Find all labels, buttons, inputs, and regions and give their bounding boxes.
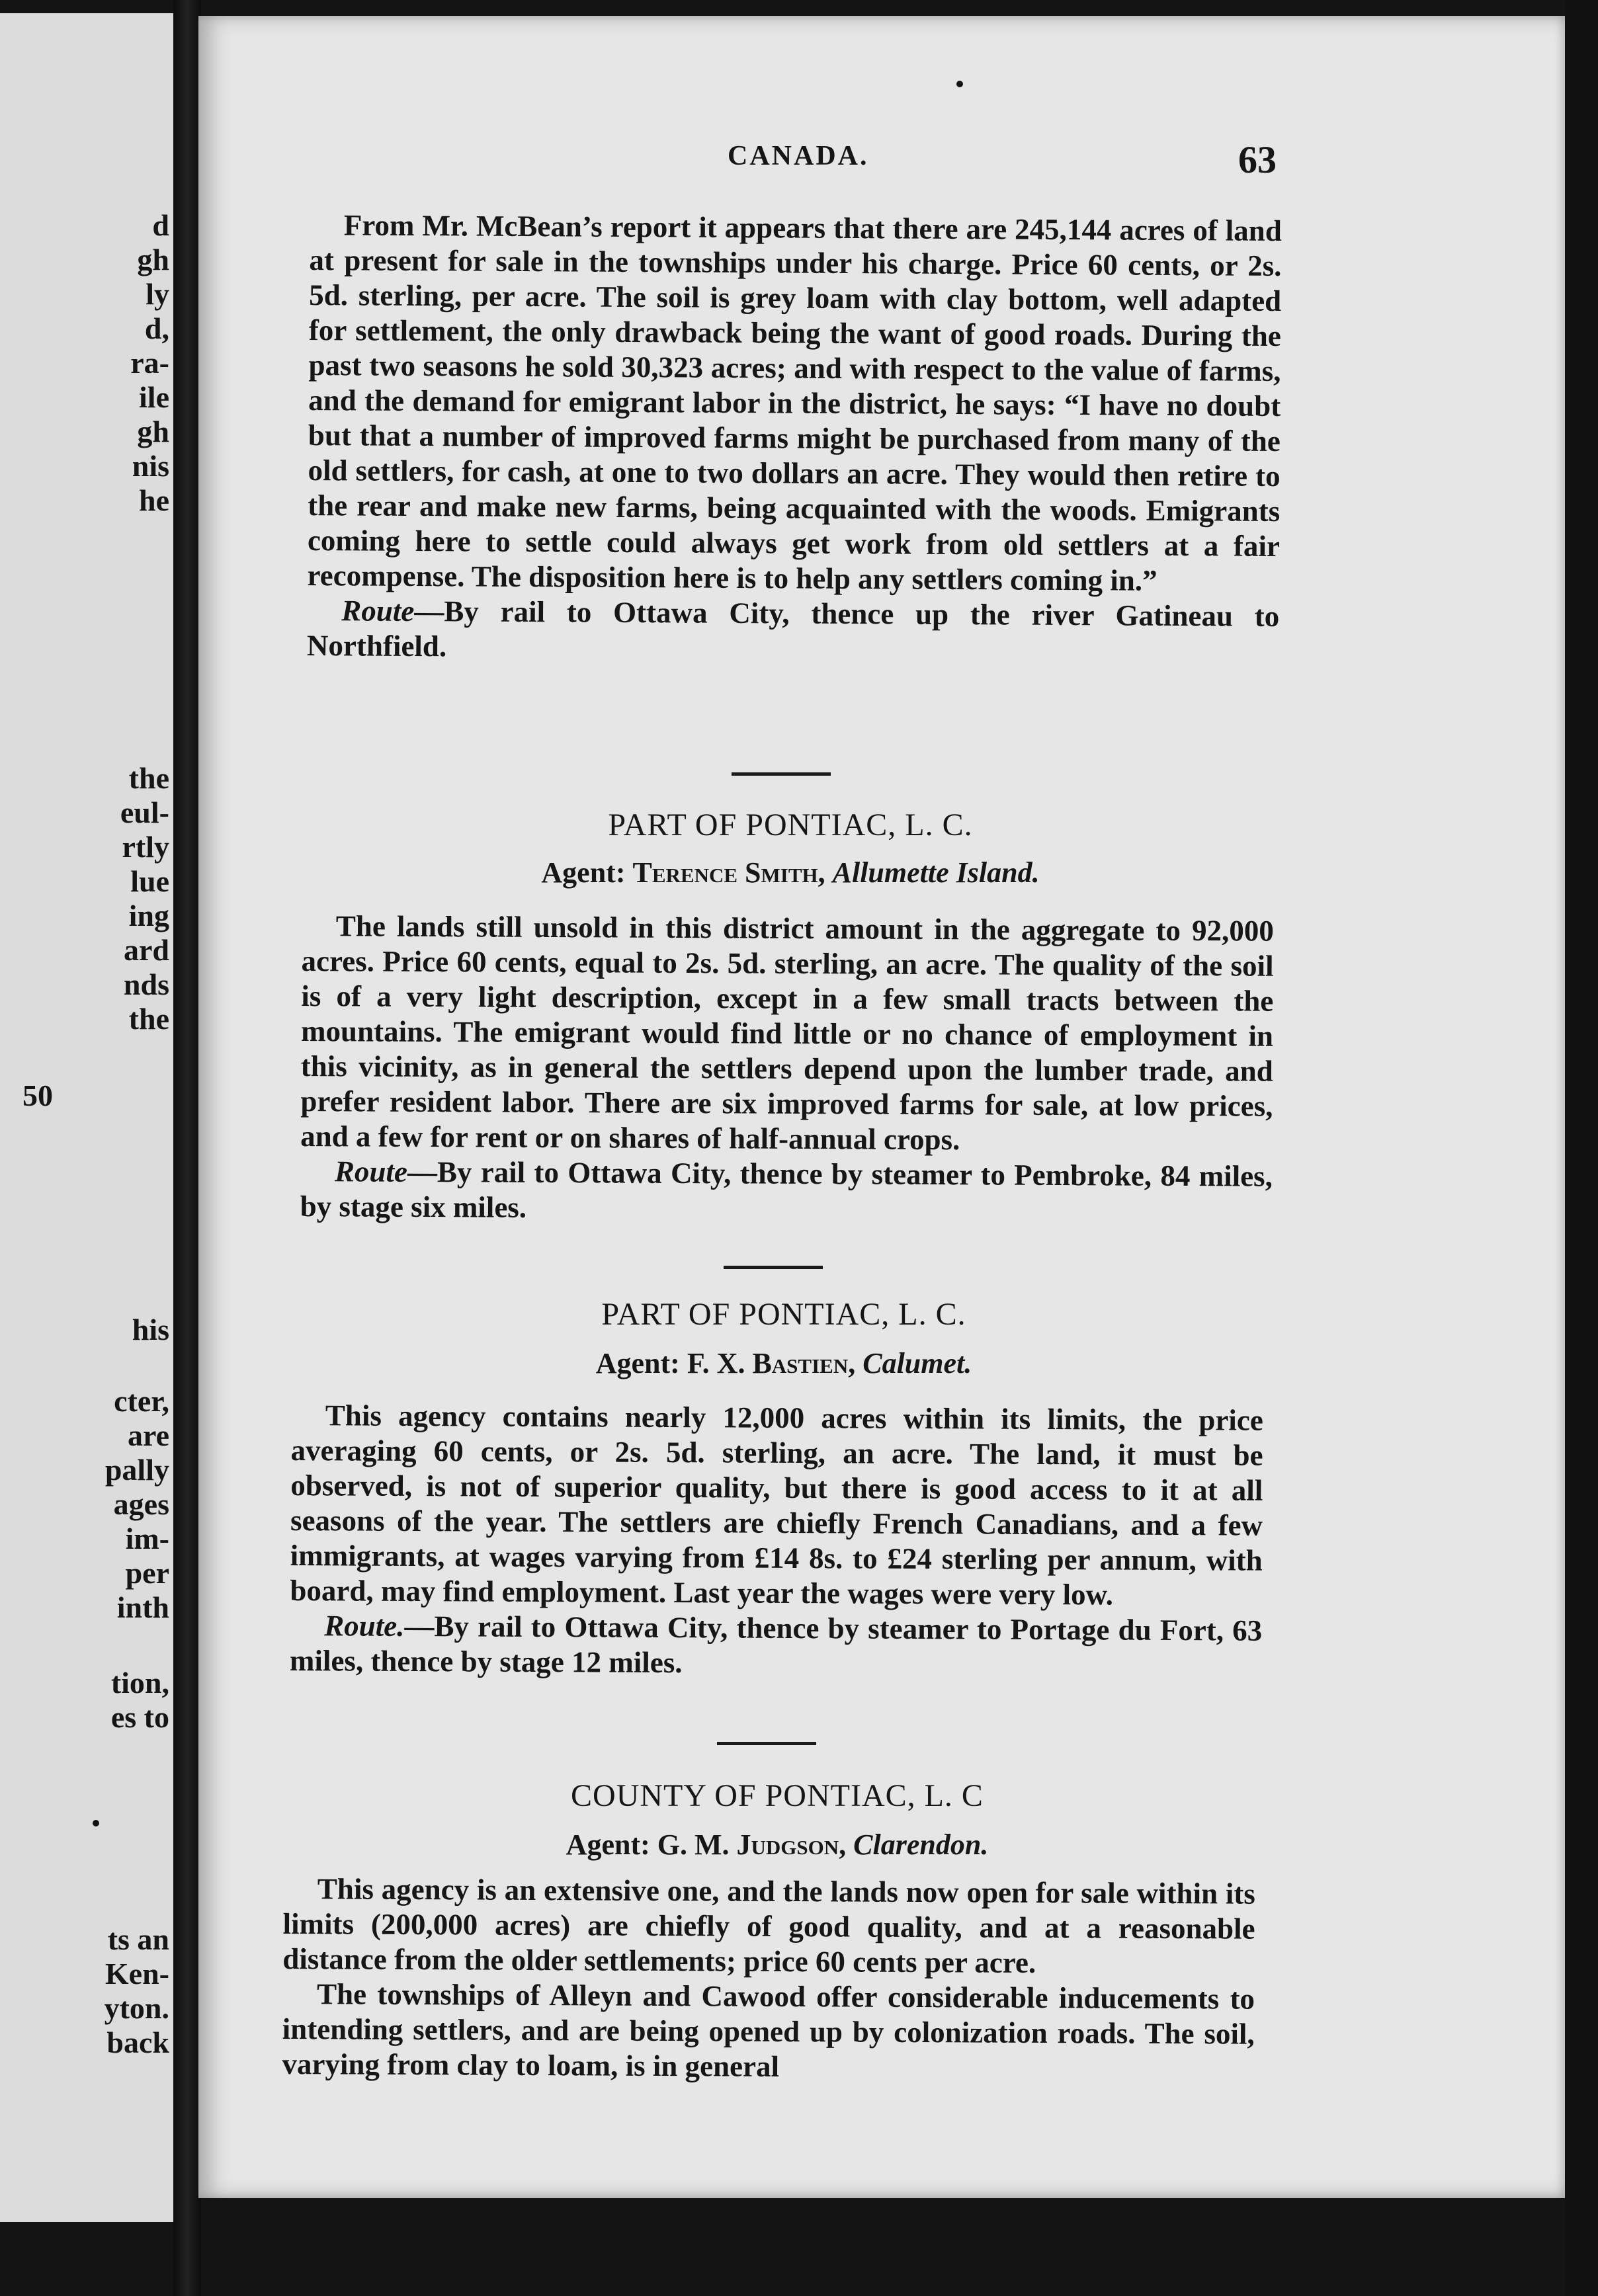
left-fragment: gh — [137, 415, 169, 448]
left-fragment: per — [125, 1556, 169, 1590]
agent-line — [291, 1828, 1263, 1862]
left-fragment: lue — [130, 864, 169, 898]
left-fragment: ile — [139, 380, 169, 414]
left-fragment: pally — [105, 1453, 169, 1487]
page-number: 63 — [1238, 138, 1277, 181]
section-route — [300, 1154, 1273, 1229]
left-fragment: yton. — [104, 1991, 169, 2025]
agent-place: Allumette Island. — [832, 856, 1040, 889]
left-fragment: rtly — [122, 830, 169, 864]
left-fragment: Ken- — [105, 1957, 169, 1990]
agent-label: Agent: — [566, 1828, 650, 1861]
intro-block — [307, 208, 1282, 669]
route-label: Route. — [324, 1609, 405, 1643]
intro-paragraph: From Mr. McBean’s report it appears that there are 245,144 acres of land at present for sale in the townships under his charge. Price 60 cents, or 2s. 5d. sterling, per acre. The soil is grey loam with clay bottom, well adapted for settlement, the only drawback being the want of good roads. During the past two seasons he sold 30,323 acres; and with respect to the value of farms, and the demand for emigrant labor in the district, he says: “I have no doubt but that a number of improved farms might be purchased from many of the old settlers, for cash, at one to two dollars an acre. They would then retire to the rear and make new farms, being acquainted with the woods. Emigrants coming here to settle could always get work from old settlers at a fair recompense. The disposition here is to help any settlers coming in.” — [307, 208, 1282, 597]
left-fragment: ing — [128, 899, 169, 932]
agent-name: Terence Smith, — [632, 856, 825, 889]
section-title: COUNTY OF PONTIAC, L. C — [571, 1778, 984, 1813]
section-title: PART OF PONTIAC, L. C. — [601, 1297, 966, 1332]
left-fragment: ly — [146, 277, 169, 311]
route-text: —By rail to Ottawa City, thence by steamer to Pembroke, 84 miles, by stage six miles. — [300, 1155, 1273, 1224]
left-fragment: im- — [125, 1522, 169, 1555]
left-fragment: cter, — [114, 1384, 169, 1418]
section-paragraph: This agency is an extensive one, and the lands now open for sale within its limits (200,000 acres) are chiefly of good quality, and at a reasonable distance from the older settlements; price 60 cents per acre. — [282, 1872, 1255, 1979]
left-fragment: the — [128, 1002, 169, 1036]
left-fragment: inth — [116, 1590, 169, 1624]
left-fragment: tion, — [110, 1666, 169, 1700]
section-paragraph: This agency contains nearly 12,000 acres within its limits, the price averaging 60 cents, or 2s. 5d. sterling, an acre. The land, it must be observed, is not of superior quality, but there is good access to it at all seasons of the year. The settlers are chiefly French Canadians, and a few immigrants, at wages varying from £14 8s. to £24 sterling per annum, with board, may find employment. Last year the wages were very low. — [290, 1399, 1263, 1612]
left-fragment: ages — [113, 1487, 169, 1521]
route-text: —By rail to Ottawa City, thence by steamer to Portage du Fort, 63 miles, thence by stage 12 miles. — [289, 1609, 1263, 1680]
left-fragment: 50 — [22, 1079, 53, 1112]
section-paragraph: The townships of Alleyn and Cawood offer considerable inducements to intending settlers, and are being opened up by colonization roads. The soil, varying from clay to loam, is in general — [282, 1977, 1255, 2083]
left-fragment: his — [132, 1313, 169, 1346]
left-fragment: back — [106, 2026, 169, 2059]
section-body — [290, 1398, 1263, 1684]
ink-speck — [956, 81, 963, 87]
route-label: Route — [334, 1155, 408, 1188]
left-fragment: the — [128, 761, 169, 795]
left-fragment: nis — [132, 449, 169, 483]
left-facing-page — [0, 13, 184, 2222]
agent-label: Agent: — [541, 856, 626, 889]
running-head: CANADA. — [728, 141, 869, 171]
section-body — [282, 1871, 1255, 2087]
left-fragment: d — [152, 208, 169, 242]
section-divider — [732, 772, 831, 776]
agent-name: F. X. Bastien, — [687, 1347, 856, 1379]
agent-line — [298, 1346, 1270, 1380]
left-fragment: ard — [124, 933, 169, 967]
left-fragment: are — [127, 1418, 169, 1452]
left-fragment: d, — [144, 311, 169, 345]
book-gutter — [173, 0, 201, 2296]
agent-name: G. M. Judgson, — [657, 1828, 847, 1861]
section-divider — [724, 1266, 823, 1269]
left-fragment: nds — [123, 967, 169, 1001]
section-title: PART OF PONTIAC, L. C. — [608, 807, 973, 842]
left-fragment: ts an — [107, 1922, 169, 1956]
section-divider — [717, 1742, 816, 1745]
intro-route — [307, 593, 1280, 669]
left-fragment: ra- — [130, 346, 169, 380]
agent-place: Clarendon. — [853, 1828, 989, 1861]
left-fragment: gh — [137, 243, 169, 276]
route-text: —By rail to Ottawa City, thence up the river Gatineau to Northfield. — [306, 594, 1280, 663]
section-route — [290, 1608, 1263, 1684]
left-fragment: es to — [110, 1700, 169, 1734]
route-label: Route — [341, 594, 415, 628]
agent-line — [304, 856, 1277, 889]
left-fragment: he — [139, 483, 169, 517]
agent-label: Agent: — [595, 1347, 680, 1379]
section-paragraph: The lands still unsold in this district amount in the aggregate to 92,000 acres. Price 60 cents, equal to 2s. 5d. sterling, an acre. The quality of the soil is of a very light description, except in a few small tracts between the mountains. The emigrant would find little or no chance of employment in this vicinity, as in general the settlers depend upon the lumber trade, and prefer resident labor. There are six improved farms for sale, at low prices, and a few for rent or on shares of half-annual crops. — [300, 909, 1274, 1157]
left-fragment: eul- — [120, 796, 169, 829]
scan-border — [1565, 0, 1598, 2296]
section-body — [300, 909, 1274, 1229]
agent-place: Calumet. — [862, 1347, 972, 1379]
book-page — [198, 16, 1565, 2198]
ink-speck — [93, 1820, 99, 1826]
